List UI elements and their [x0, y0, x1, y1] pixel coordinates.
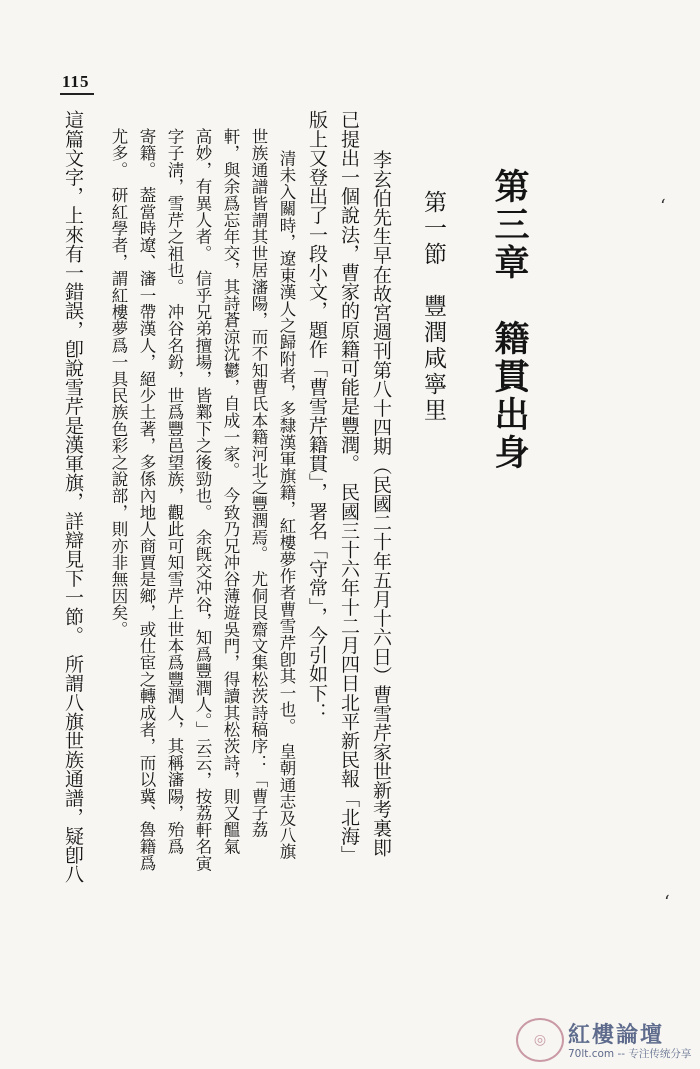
margin-mark-bottom: ʻ [664, 892, 670, 913]
quote-line-7: 尤多。 研紅學者，謂紅樓夢爲一具民族色彩之說部，則亦非無因矣。 [109, 128, 128, 638]
quote-line-4: 高妙，有異人者。 信乎兄弟擅場，皆鄴下之後勁也。 余旣交冲谷，知爲豐潤人。」云云，按荔軒名寅 [193, 128, 212, 872]
watermark-site-name: 紅樓論壇 [568, 1022, 665, 1048]
quote-line-2: 世族通譜皆謂其世居瀋陽，而不知曹氏本籍河北之豐潤焉。 尤侗艮齋文集松茨詩稿序：「曹子荔 [249, 128, 268, 838]
quote-line-6: 寄籍。 葢當時遼、瀋一帶漢人，絕少土著，多係內地人商賈是鄉，或仕宦之轉成者，而以冀、魯籍爲 [137, 128, 156, 872]
body-line-1: 李玄伯先生早在故宮週刊第八十四期（民國二十年五月十六日）曹雪芹家世新考裏即 [370, 150, 392, 857]
watermark-seal-icon: ◎ [516, 1018, 564, 1062]
body-line-2: 已提出一個說法，曹家的原籍可能是豐潤。 民國三十六年十二月四日北平新民報「北海」 [338, 110, 360, 865]
watermark-site-sub: 70lt.com -- 专注传统分享 [568, 1048, 692, 1060]
chapter-title: 第三章 籍貫出身 [489, 168, 530, 472]
quote-line-5: 字子淸，雪芹之祖也。 冲谷名鈖，世爲豐邑望族，觀此可知雪芹上世本爲豐潤人，其稱瀋陽，殆爲 [165, 128, 184, 855]
section-title: 第一節 豐潤咸寧里 [420, 190, 446, 424]
quote-line-1: 清未入關時，遼東漢人之歸附者，多隸漢軍旗籍，紅樓夢作者曹雪芹卽其一也。 皇朝通志及八旗 [277, 150, 296, 860]
page-number: 115 [62, 72, 90, 91]
quote-line-3: 軒，與余爲忘年交，其詩蒼涼沈鬱，自成一家。 今致乃兄冲谷薄遊吳門，得讀其松茨詩，則又醞氣 [221, 128, 240, 855]
body-line-3: 版上又登出了一段小文，題作「曹雪芹籍貫」，署名「守常」，今引如下： [306, 110, 328, 722]
page-number-rule [60, 93, 94, 95]
body-line-4: 這篇文字，上來有一錯誤，卽說雪芹是漢軍旗，詳辯見下一節。 所謂八旗世族通譜，疑卽八 [62, 110, 84, 884]
margin-mark-top: ʻ [660, 196, 666, 217]
